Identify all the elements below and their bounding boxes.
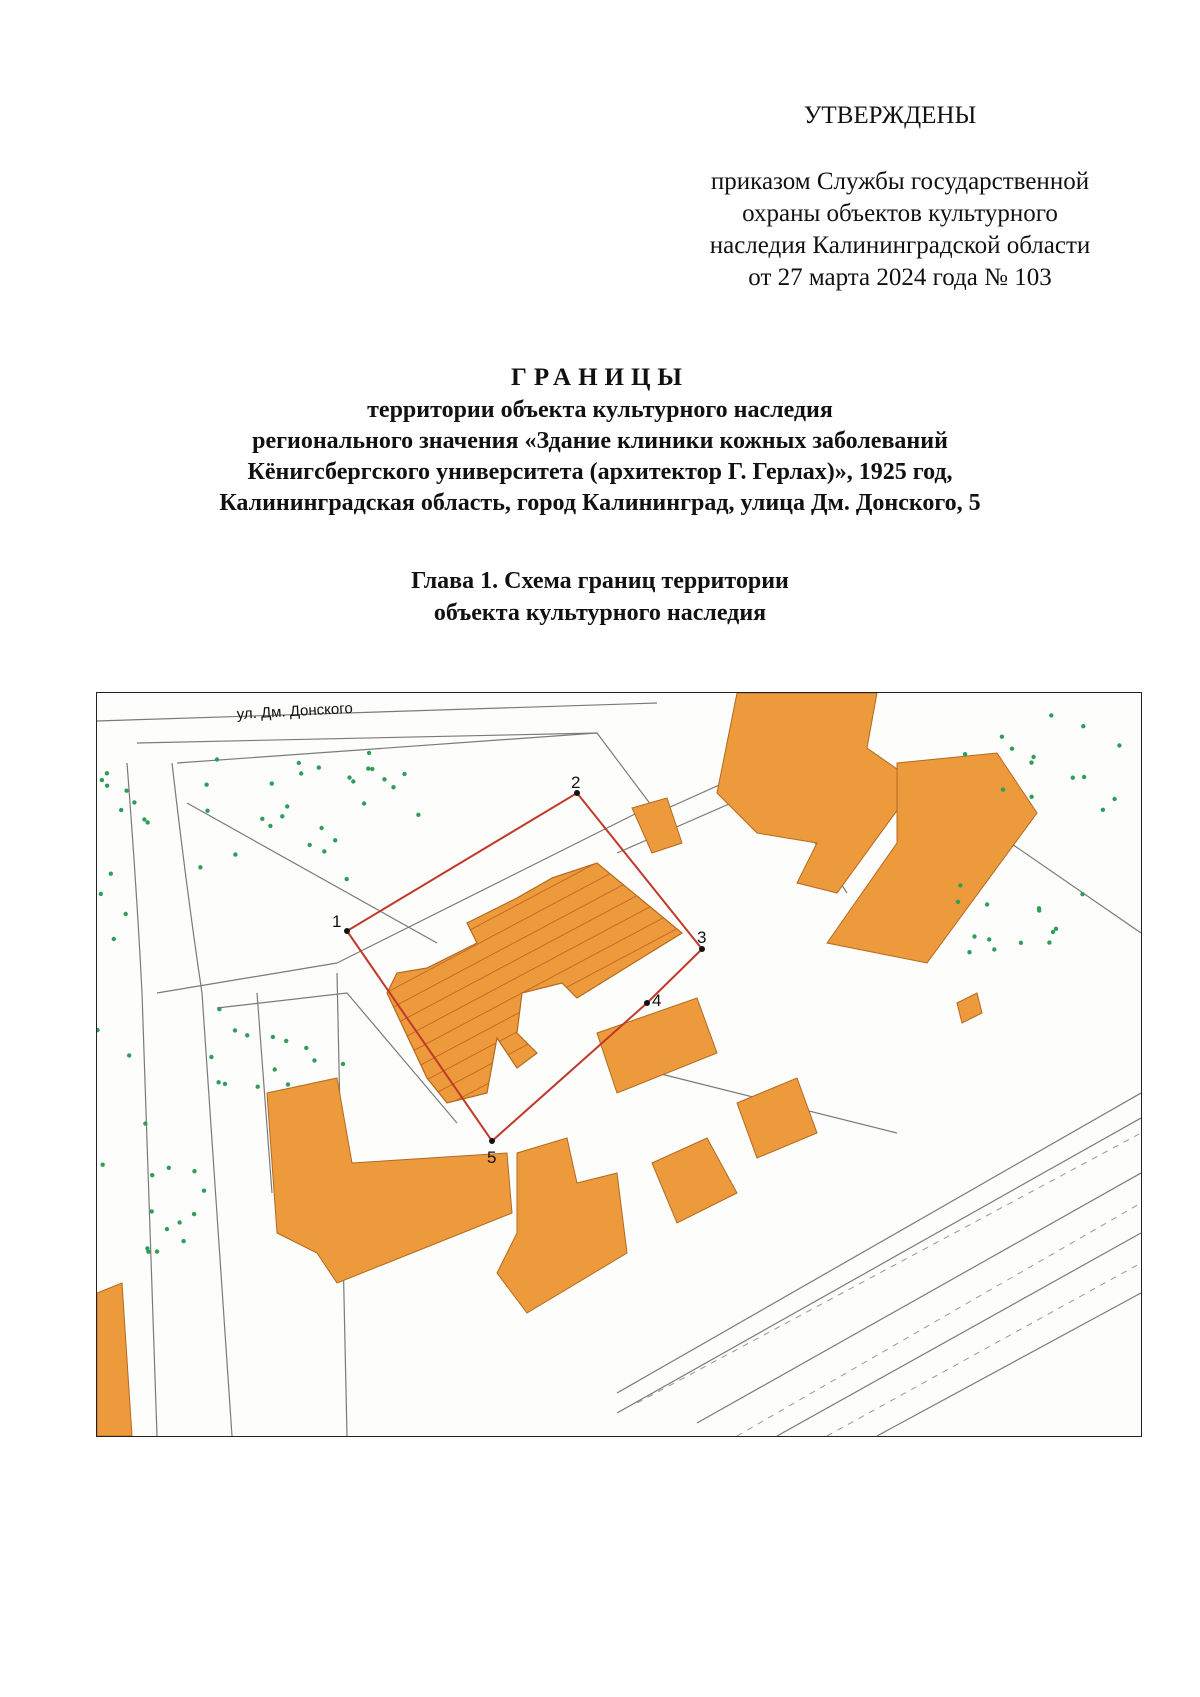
tree-marker bbox=[181, 1239, 185, 1243]
tree-marker bbox=[312, 1058, 316, 1062]
street-label: ул. Дм. Донского bbox=[236, 699, 354, 723]
tree-marker bbox=[317, 765, 321, 769]
tree-marker bbox=[1112, 797, 1116, 801]
tree-marker bbox=[286, 1082, 290, 1086]
tree-marker bbox=[958, 883, 962, 887]
tree-marker bbox=[366, 766, 370, 770]
building-s-center bbox=[497, 1138, 627, 1313]
tree-marker bbox=[105, 771, 109, 775]
tree-marker bbox=[1029, 760, 1033, 764]
building-s-small bbox=[737, 1078, 817, 1158]
boundary-map bbox=[96, 692, 1142, 1437]
tree-marker bbox=[1029, 795, 1033, 799]
tree-marker bbox=[280, 814, 284, 818]
tree-marker bbox=[1080, 892, 1084, 896]
tree-marker bbox=[299, 771, 303, 775]
tree-marker bbox=[273, 1067, 277, 1071]
tree-marker bbox=[308, 843, 312, 847]
tree-marker bbox=[105, 784, 109, 788]
tree-marker bbox=[1047, 940, 1051, 944]
map-svg bbox=[97, 693, 1141, 1436]
tree-marker bbox=[322, 849, 326, 853]
approval-line-1: приказом Службы государственной bbox=[710, 168, 1090, 195]
boundary-point-2: 2 bbox=[571, 773, 581, 792]
tree-marker bbox=[155, 1249, 159, 1253]
tree-marker bbox=[177, 1220, 181, 1224]
building-sw bbox=[267, 1078, 512, 1283]
building-w-edge bbox=[97, 1283, 132, 1436]
tree-marker bbox=[150, 1173, 154, 1177]
tree-marker bbox=[112, 937, 116, 941]
tree-marker bbox=[1051, 930, 1055, 934]
tree-marker bbox=[972, 934, 976, 938]
tree-marker bbox=[992, 947, 996, 951]
boundary-point-5: 5 bbox=[487, 1148, 497, 1167]
document-title bbox=[60, 362, 1140, 519]
tree-marker bbox=[223, 1082, 227, 1086]
title-heading: ГРАНИЦЫ bbox=[511, 364, 689, 391]
tree-marker bbox=[216, 1080, 220, 1084]
tree-marker bbox=[370, 767, 374, 771]
tree-marker bbox=[205, 809, 209, 813]
tree-marker bbox=[268, 824, 272, 828]
title-line-4: Калининградская область, город Калининград, улица Дм. Донского, 5 bbox=[219, 490, 981, 516]
building-s bbox=[652, 1138, 737, 1223]
approval-line-2: охраны объектов культурного bbox=[742, 200, 1058, 227]
tree-marker bbox=[101, 1163, 105, 1167]
tree-marker bbox=[967, 950, 971, 954]
tree-marker bbox=[1001, 788, 1005, 792]
tree-marker bbox=[304, 1046, 308, 1050]
boundary-point-4: 4 bbox=[652, 991, 662, 1010]
tree-marker bbox=[1049, 713, 1053, 717]
tree-marker bbox=[1037, 908, 1041, 912]
tree-marker bbox=[217, 1007, 221, 1011]
chapter-line-2: объекта культурного наследия bbox=[433, 600, 767, 626]
tree-marker bbox=[145, 820, 149, 824]
tree-marker bbox=[284, 1039, 288, 1043]
tree-marker bbox=[367, 751, 371, 755]
tree-marker bbox=[963, 752, 967, 756]
tree-marker bbox=[233, 852, 237, 856]
tree-marker bbox=[351, 779, 355, 783]
tree-marker bbox=[167, 1166, 171, 1170]
tree-marker bbox=[124, 789, 128, 793]
tree-marker bbox=[150, 1209, 154, 1213]
tree-marker bbox=[260, 817, 264, 821]
tree-marker bbox=[97, 1028, 100, 1032]
tree-marker bbox=[109, 872, 113, 876]
tree-marker bbox=[297, 761, 301, 765]
tree-marker bbox=[209, 1055, 213, 1059]
tree-marker bbox=[1117, 743, 1121, 747]
tree-marker bbox=[341, 1062, 345, 1066]
tree-marker bbox=[391, 785, 395, 789]
tree-marker bbox=[100, 778, 104, 782]
tree-marker bbox=[416, 813, 420, 817]
tree-marker bbox=[987, 937, 991, 941]
buildings bbox=[97, 693, 1037, 1436]
tree-marker bbox=[1019, 941, 1023, 945]
tree-marker bbox=[1010, 747, 1014, 751]
tree-marker bbox=[1031, 755, 1035, 759]
approval-line-4: от 27 марта 2024 года № 103 bbox=[748, 264, 1052, 291]
tree-marker bbox=[204, 783, 208, 787]
tree-marker bbox=[345, 877, 349, 881]
tree-marker bbox=[347, 775, 351, 779]
tree-marker bbox=[319, 826, 323, 830]
approval-line-3: наследия Калининградской области bbox=[709, 232, 1091, 259]
tree-marker bbox=[146, 1250, 150, 1254]
tree-marker bbox=[1054, 927, 1058, 931]
tree-marker bbox=[119, 808, 123, 812]
title-line-3: Кёнигсбергского университета (архитектор Г. Герлах)», 1925 год, bbox=[247, 459, 953, 485]
tree-marker bbox=[956, 900, 960, 904]
tree-marker bbox=[192, 1212, 196, 1216]
tree-marker bbox=[382, 777, 386, 781]
building-tiny bbox=[957, 993, 982, 1023]
tree-marker bbox=[99, 892, 103, 896]
boundary-point-1: 1 bbox=[332, 912, 342, 931]
chapter-heading bbox=[60, 565, 1140, 629]
tree-marker bbox=[285, 804, 289, 808]
chapter-line-1: Глава 1. Схема границ территории bbox=[411, 568, 789, 594]
boundary-point-3: 3 bbox=[697, 928, 707, 947]
tree-marker bbox=[124, 912, 128, 916]
tree-marker bbox=[143, 1121, 147, 1125]
tree-marker bbox=[1101, 808, 1105, 812]
building-small-n bbox=[632, 798, 682, 853]
tree-marker bbox=[198, 865, 202, 869]
tree-marker bbox=[202, 1189, 206, 1193]
tree-marker bbox=[245, 1033, 249, 1037]
tree-marker bbox=[127, 1053, 131, 1057]
tree-marker bbox=[271, 1035, 275, 1039]
tree-marker bbox=[270, 781, 274, 785]
tree-marker bbox=[256, 1085, 260, 1089]
building-center-s bbox=[597, 998, 717, 1093]
tree-marker bbox=[165, 1227, 169, 1231]
title-line-1: территории объекта культурного наследия bbox=[367, 397, 833, 423]
tree-marker bbox=[1082, 775, 1086, 779]
tree-marker bbox=[333, 838, 337, 842]
tree-marker bbox=[142, 817, 146, 821]
tree-marker bbox=[233, 1028, 237, 1032]
approval-heading: УТВЕРЖДЕНЫ bbox=[803, 102, 977, 129]
tree-marker bbox=[402, 772, 406, 776]
approval-stamp bbox=[660, 100, 1140, 294]
tree-marker bbox=[1000, 735, 1004, 739]
tree-marker bbox=[1081, 724, 1085, 728]
title-line-2: регионального значения «Здание клиники кожных заболеваний bbox=[252, 428, 948, 454]
tree-marker bbox=[985, 902, 989, 906]
tree-marker bbox=[362, 801, 366, 805]
tree-marker bbox=[215, 757, 219, 761]
tree-marker bbox=[192, 1169, 196, 1173]
tree-marker bbox=[1071, 776, 1075, 780]
tree-marker bbox=[132, 800, 136, 804]
